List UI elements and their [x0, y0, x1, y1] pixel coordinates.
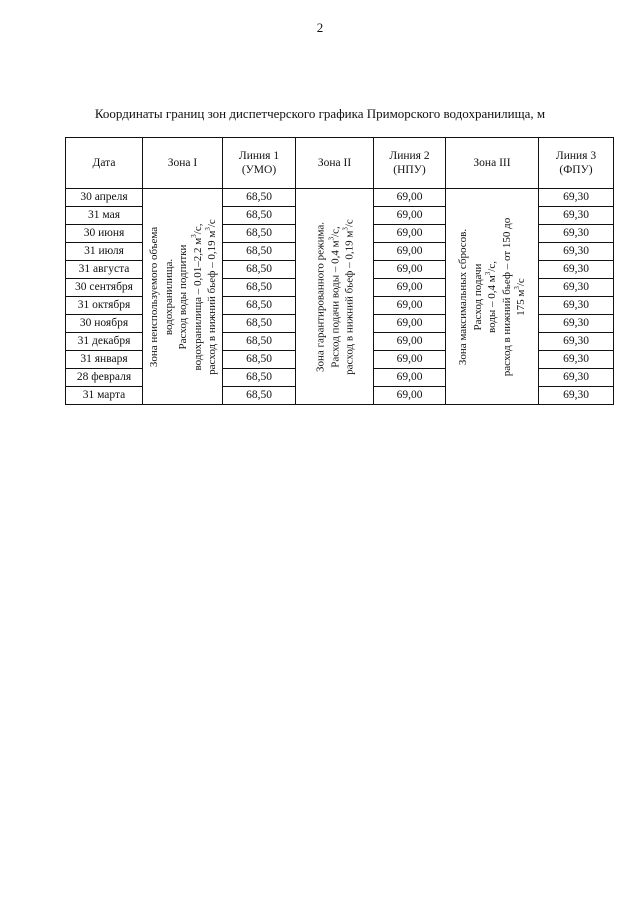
line-3-value: 69,30: [539, 243, 614, 261]
line-3-value: 69,30: [539, 351, 614, 369]
line-3-value: 69,30: [539, 333, 614, 351]
header-line-2: Линия 2 (НПУ): [374, 138, 446, 189]
date-cell: 30 ноября: [66, 315, 143, 333]
date-cell: 30 апреля: [66, 189, 143, 207]
line-3-value: 69,30: [539, 297, 614, 315]
line-3-value: 69,30: [539, 189, 614, 207]
line-3-value: 69,30: [539, 207, 614, 225]
line-3-value: 69,30: [539, 261, 614, 279]
line-2-value: 69,00: [374, 279, 446, 297]
line-1-value: 68,50: [223, 225, 296, 243]
date-cell: 30 сентября: [66, 279, 143, 297]
line-2-value: 69,00: [374, 387, 446, 405]
line-3-value: 69,30: [539, 225, 614, 243]
line-1-value: 68,50: [223, 333, 296, 351]
zone-1-description: Зона неиспользуемого объема водохранилища. Расход воды подпитки водохранилища – 0,01–2,2 $м^3/с$, расход в нижний бьеф – 0,19 $м^3/с$: [143, 189, 223, 405]
header-zone-2: Зона II: [296, 138, 374, 189]
date-cell: 31 октября: [66, 297, 143, 315]
zone-3-description: Зона максимальных сбросов. Расход подачи воды – 0,4 $м^3/с$, расход в нижний бьеф – от 150 до 175 $м^3/с$: [446, 189, 539, 405]
line-3-value: 69,30: [539, 315, 614, 333]
line-2-value: 69,00: [374, 189, 446, 207]
date-cell: 31 марта: [66, 387, 143, 405]
line-2-value: 69,00: [374, 315, 446, 333]
header-zone-1: Зона I: [143, 138, 223, 189]
line-2-value: 69,00: [374, 369, 446, 387]
line-2-value: 69,00: [374, 207, 446, 225]
line-1-value: 68,50: [223, 261, 296, 279]
zone-2-description: Зона гарантированного режима. Расход подачи воды – 0,4 $м^3/с$, расход в нижний бьеф – 0,19 $м^3/с$: [296, 189, 374, 405]
line-1-value: 68,50: [223, 315, 296, 333]
date-cell: 31 июля: [66, 243, 143, 261]
line-1-value: 68,50: [223, 207, 296, 225]
zones-table: [65, 137, 614, 405]
date-cell: 31 мая: [66, 207, 143, 225]
document-title: Координаты границ зон диспетчерского графика Приморского водохранилища, м: [94, 106, 546, 121]
line-2-value: 69,00: [374, 351, 446, 369]
date-cell: 31 января: [66, 351, 143, 369]
line-1-value: 68,50: [223, 351, 296, 369]
line-1-value: 68,50: [223, 387, 296, 405]
table-row: [66, 189, 614, 207]
line-2-value: 69,00: [374, 297, 446, 315]
line-2-value: 69,00: [374, 225, 446, 243]
page-number: 2: [316, 20, 324, 35]
date-cell: 31 декабря: [66, 333, 143, 351]
date-cell: 31 августа: [66, 261, 143, 279]
date-cell: 28 февраля: [66, 369, 143, 387]
line-1-value: 68,50: [223, 189, 296, 207]
line-1-value: 68,50: [223, 279, 296, 297]
line-2-value: 69,00: [374, 261, 446, 279]
header-date: Дата: [66, 138, 143, 189]
line-3-value: 69,30: [539, 387, 614, 405]
line-3-value: 69,30: [539, 369, 614, 387]
line-1-value: 68,50: [223, 297, 296, 315]
date-cell: 30 июня: [66, 225, 143, 243]
line-2-value: 69,00: [374, 333, 446, 351]
table-header-row: [66, 138, 614, 189]
line-1-value: 68,50: [223, 243, 296, 261]
line-1-value: 68,50: [223, 369, 296, 387]
header-line-1: Линия 1 (УМО): [223, 138, 296, 189]
header-zone-3: Зона III: [446, 138, 539, 189]
header-line-3: Линия 3 (ФПУ): [539, 138, 614, 189]
line-3-value: 69,30: [539, 279, 614, 297]
line-2-value: 69,00: [374, 243, 446, 261]
